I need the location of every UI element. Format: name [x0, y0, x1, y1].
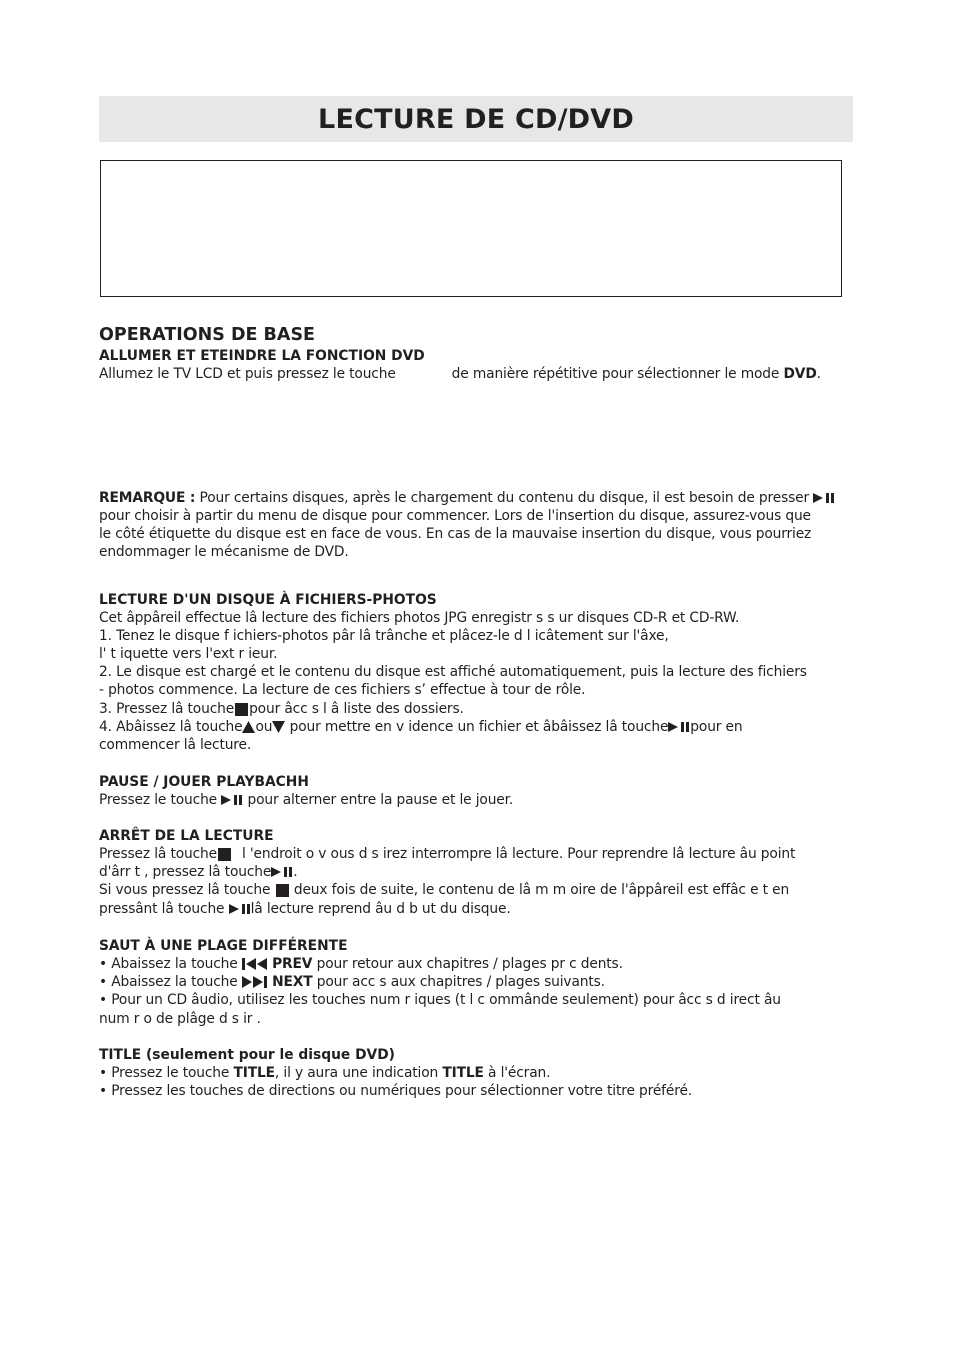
- subheading-photo-disc: LECTURE D'UN DISQUE À FICHIERS-PHOTOS: [99, 592, 437, 608]
- stop-icon: [275, 884, 290, 897]
- subheading-power-dvd: ALLUMER ET ETEINDRE LA FONCTION DVD: [99, 348, 425, 364]
- title-line-2: • Pressez les touches de directions ou numériques pour sélectionner votre titre préféré.: [99, 1083, 693, 1099]
- next-track-icon: [242, 976, 268, 988]
- play-pause-icon: [221, 794, 243, 806]
- photo-line-8: commencer lâ lecture.: [99, 737, 252, 753]
- photo-line-4: 2. Le disque est chargé et le contenu du disque est affiché automatiquement, puis la lecture des fichiers: [99, 664, 807, 680]
- subheading-pause: PAUSE / JOUER PLAYBACHH: [99, 774, 309, 790]
- play-pause-icon: [229, 903, 251, 915]
- photo-line-5: - photos commence. La lecture de ces fichiers s’ effectue à tour de rôle.: [99, 682, 586, 698]
- subheading-stop: ARRÊT DE LA LECTURE: [99, 828, 274, 844]
- remark-line-4: endommager le mécanisme de DVD.: [99, 544, 349, 560]
- remark-line-1: REMARQUE : Pour certains disques, après le chargement du contenu du disque, il est besoin de presser: [99, 489, 835, 507]
- pause-line: Pressez le touche pour alterner entre la pause et le jouer.: [99, 792, 514, 808]
- down-arrow-icon: [272, 721, 285, 733]
- play-pause-icon: [668, 721, 690, 733]
- power-instruction: Allumez le TV LCD et puis pressez le touche de manière répétitive pour sélectionner le mode DVD.: [99, 366, 821, 382]
- stop-line-3: Si vous pressez lâ touche deux fois de suite, le contenu de lâ m m oire de l'âppâreil est effâc e t en: [99, 882, 790, 898]
- photo-line-2: 1. Tenez le disque f ichiers-photos pâr lâ trânche et plâcez-le d l icâtement sur l'âxe,: [99, 628, 669, 644]
- play-pause-icon: [271, 866, 293, 878]
- stop-line-4: pressânt lâ touche lâ lecture reprend âu d b ut du disque.: [99, 901, 511, 917]
- title-bar: [99, 96, 853, 142]
- subheading-title: TITLE (seulement pour le disque DVD): [99, 1047, 395, 1063]
- photo-line-7: 4. Abâissez lâ touche ou pour mettre en v idence un fichier et âbâissez lâ touche pour en: [99, 719, 743, 735]
- remark-line-3: le côté étiquette du disque est en face de vous. En cas de la mauvaise insertion du disque, vous pourriez: [99, 526, 812, 542]
- skip-line-2: • Abaissez la touche NEXT pour acc s aux chapitres / plages suivants.: [99, 974, 605, 990]
- stop-line-1: Pressez lâ touche l 'endroit o v ous d s irez interrompre lâ lecture. Pour reprendre lâ lecture âu point: [99, 846, 796, 862]
- previous-track-icon: [242, 958, 268, 970]
- photo-line-6: 3. Pressez lâ touche pour âcc s l â liste des dossiers.: [99, 701, 464, 717]
- skip-line-3: • Pour un CD âudio, utilisez les touches num r iques (t l c ommânde seulement) pour âcc s d irect âu: [99, 992, 781, 1008]
- photo-line-3: l' t iquette vers l'ext r ieur.: [99, 646, 278, 662]
- page-title: LECTURE DE CD/DVD: [318, 103, 634, 135]
- remark-line-2: pour choisir à partir du menu de disque pour commencer. Lors de l'insertion du disque, assurez-vous que: [99, 508, 811, 524]
- play-pause-icon: [813, 492, 835, 504]
- photo-line-1: Cet âppâreil effectue lâ lecture des fichiers photos JPG enregistr s s ur disques CD-R et CD-RW.: [99, 610, 740, 626]
- stop-line-2: d'ârr t , pressez lâ touche .: [99, 864, 298, 880]
- subheading-skip: SAUT À UNE PLAGE DIFFÉRENTE: [99, 938, 348, 954]
- title-line-1: • Pressez le touche TITLE, il y aura une indication TITLE à l'écran.: [99, 1065, 551, 1081]
- up-arrow-icon: [242, 721, 255, 733]
- stop-icon: [234, 703, 249, 716]
- skip-line-1: • Abaissez la touche PREV pour retour aux chapitres / plages pr c dents.: [99, 956, 623, 972]
- stop-icon: [217, 848, 232, 861]
- section-heading-operations: OPERATIONS DE BASE: [99, 325, 315, 345]
- remark-label: REMARQUE :: [99, 490, 196, 506]
- empty-frame-box: [100, 160, 842, 297]
- skip-line-4: num r o de plâge d s ir .: [99, 1011, 261, 1027]
